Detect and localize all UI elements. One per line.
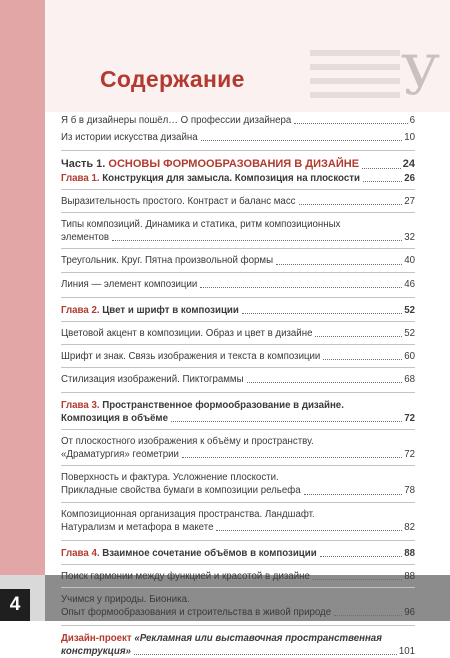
toc-entry-title-line1: Типы композиций. Динамика и статика, ритм композиционных [61,219,341,231]
toc-entry-title-line1: Поверхность и фактура. Усложнение плоскости. [61,472,279,484]
toc-entry-page: 27 [404,196,415,208]
toc-entry-page: 52 [404,327,415,339]
ghost-line [310,64,400,70]
divider [61,465,415,466]
toc-entry-title: Стилизация изображений. Пиктограммы [61,373,244,385]
toc-entry-title [61,547,317,560]
chapter-title: Конструкция для замысла. Композиция на плоскости [102,173,360,185]
ghost-letter: У [400,44,440,107]
toc-entry-page: 72 [404,449,415,461]
toc-entry-page: 78 [404,485,415,497]
toc-entry-title-line2: Прикладные свойства бумаги в композиции рельефа [61,485,301,497]
toc-chapter-entry[interactable] [61,547,415,560]
chapter-label: Глава 3. [61,399,103,411]
toc-entry[interactable] [61,218,415,244]
leader-dots [313,579,402,580]
divider [61,297,415,298]
toc-entry-title-line2: Композиция в объёме [61,413,168,425]
toc-entry-page: 40 [404,255,415,267]
toc-entry-page: 72 [404,413,415,425]
leader-dots [323,359,402,360]
page-title: Содержание [100,66,245,92]
divider [61,587,415,588]
toc-entry-title-line2: Опыт формообразования и строительства в живой природе [61,607,332,618]
toc-entry[interactable] [61,471,415,497]
toc-entry-title [61,172,360,185]
toc-entry-page: 82 [404,521,415,533]
leader-dots [182,457,402,458]
leader-dots [315,336,402,337]
toc-entry-title-line1: От плоскостного изображения к объёму и пространству. [61,436,314,448]
toc-entry[interactable] [61,195,415,208]
chapter-title: Пространственное формообразование в дизайне. [102,399,344,411]
toc-entry-page: 46 [404,278,415,290]
toc-entry-page: 101 [398,646,415,658]
leader-dots [294,123,407,124]
toc-entry[interactable] [61,435,415,461]
ghost-line [310,92,400,98]
toc-entry[interactable] [61,131,415,144]
toc-entry-title-line2: «Драматургия» геометрии [61,449,179,461]
leader-dots [134,654,397,655]
leader-dots [216,530,402,531]
part-label: Часть 1. [61,158,109,171]
leader-dots [112,240,402,241]
toc-entry[interactable] [61,327,415,340]
toc-entry-title-line1 [61,632,415,645]
divider [61,625,415,626]
divider [61,212,415,213]
toc-entry[interactable] [61,254,415,267]
toc-entry-page: 32 [404,232,415,244]
leader-dots [299,204,403,205]
leader-dots [242,313,402,314]
toc-entry-page: 88 [404,547,415,559]
divider [61,564,415,565]
toc-entry[interactable] [61,593,415,619]
toc-entry-page: 6 [409,115,415,126]
toc-entry-title: Из истории искусства дизайна [61,132,198,144]
ghost-line [310,78,400,84]
toc-entry-page: 10 [404,132,415,144]
toc-entry-title: Шрифт и знак. Связь изображения и текста в композиции [61,350,321,362]
leader-dots [171,421,402,422]
design-project-title: «Рекламная или выставочная пространственная [134,633,382,645]
divider [61,321,415,322]
divider [61,248,415,249]
divider [61,540,415,541]
toc-entry-title-line1: Учимся у природы. Бионика. [61,593,190,605]
divider [61,344,415,345]
design-project-label: Дизайн-проект [61,633,135,645]
left-decorative-stripe [0,0,45,575]
divider [61,367,415,368]
bleed-through-text [300,42,450,112]
chapter-title: Цвет и шрифт в композиции [102,304,239,316]
toc-entry-page: 68 [404,373,415,385]
divider [61,189,415,190]
leader-dots [200,287,402,288]
toc-entry-page: 52 [404,304,415,316]
toc-entry-title: Линия — элемент композиции [61,278,198,290]
toc-chapter-entry[interactable] [61,172,415,185]
divider [61,392,415,393]
chapter-label: Глава 2. [61,304,103,316]
page-number: 4 [9,594,21,615]
divider [61,150,415,151]
divider [61,502,415,503]
toc-entry-page: 24 [402,158,415,171]
toc-entry-title-line2: конструкция» [61,646,131,658]
toc-entry-title: Цветовой акцент в композиции. Образ и цвет в дизайне [61,327,313,339]
toc-entry-title: Я б в дизайнеры пошёл… О профессии дизайнера [61,115,292,126]
toc-part-entry[interactable] [61,157,415,172]
toc-entry[interactable] [61,350,415,363]
toc-design-project-entry[interactable] [61,632,415,658]
chapter-label: Глава 4. [61,547,103,559]
toc-entry-page: 96 [404,607,415,618]
leader-dots [276,264,402,265]
toc-entry-title-line1 [61,399,415,412]
leader-dots [320,556,403,557]
leader-dots [362,168,401,169]
toc-entry[interactable] [61,570,415,583]
leader-dots [201,140,403,141]
leader-dots [304,494,403,495]
chapter-title: Взаимное сочетание объёмов в композиции [102,547,317,559]
toc-entry-title [61,304,239,317]
toc-chapter-entry[interactable] [61,399,415,425]
toc-entry-title: Поиск гармонии между функцией и красотой в дизайне [61,570,310,582]
toc-entry-title-line1: Композиционная организация пространства. Ландшафт. [61,508,315,520]
toc-entry-page: 26 [404,173,415,185]
toc-entry-title-line2: Натурализм и метафора в макете [61,521,214,533]
divider [61,272,415,273]
toc-entry-title: Треугольник. Круг. Пятна произвольной формы [61,255,274,267]
toc-entry-title: Выразительность простого. Контраст и баланс масс [61,196,296,208]
part-title: ОСНОВЫ ФОРМООБРАЗОВАНИЯ В ДИЗАЙНЕ [108,158,360,171]
table-of-contents [61,112,415,658]
ghost-line [310,50,400,56]
chapter-label: Глава 1. [61,173,103,185]
leader-dots [334,615,402,616]
toc-entry[interactable] [61,508,415,534]
toc-chapter-entry[interactable] [61,304,415,317]
toc-entry[interactable] [61,278,415,291]
toc-entry[interactable] [61,114,415,127]
toc-entry-title-line2: элементов [61,232,110,244]
leader-dots [363,181,402,182]
toc-entry-page: 60 [404,350,415,362]
toc-entry[interactable] [61,373,415,386]
toc-entry-title [61,157,359,172]
toc-entry-page: 88 [404,570,415,582]
divider [61,429,415,430]
leader-dots [247,382,403,383]
